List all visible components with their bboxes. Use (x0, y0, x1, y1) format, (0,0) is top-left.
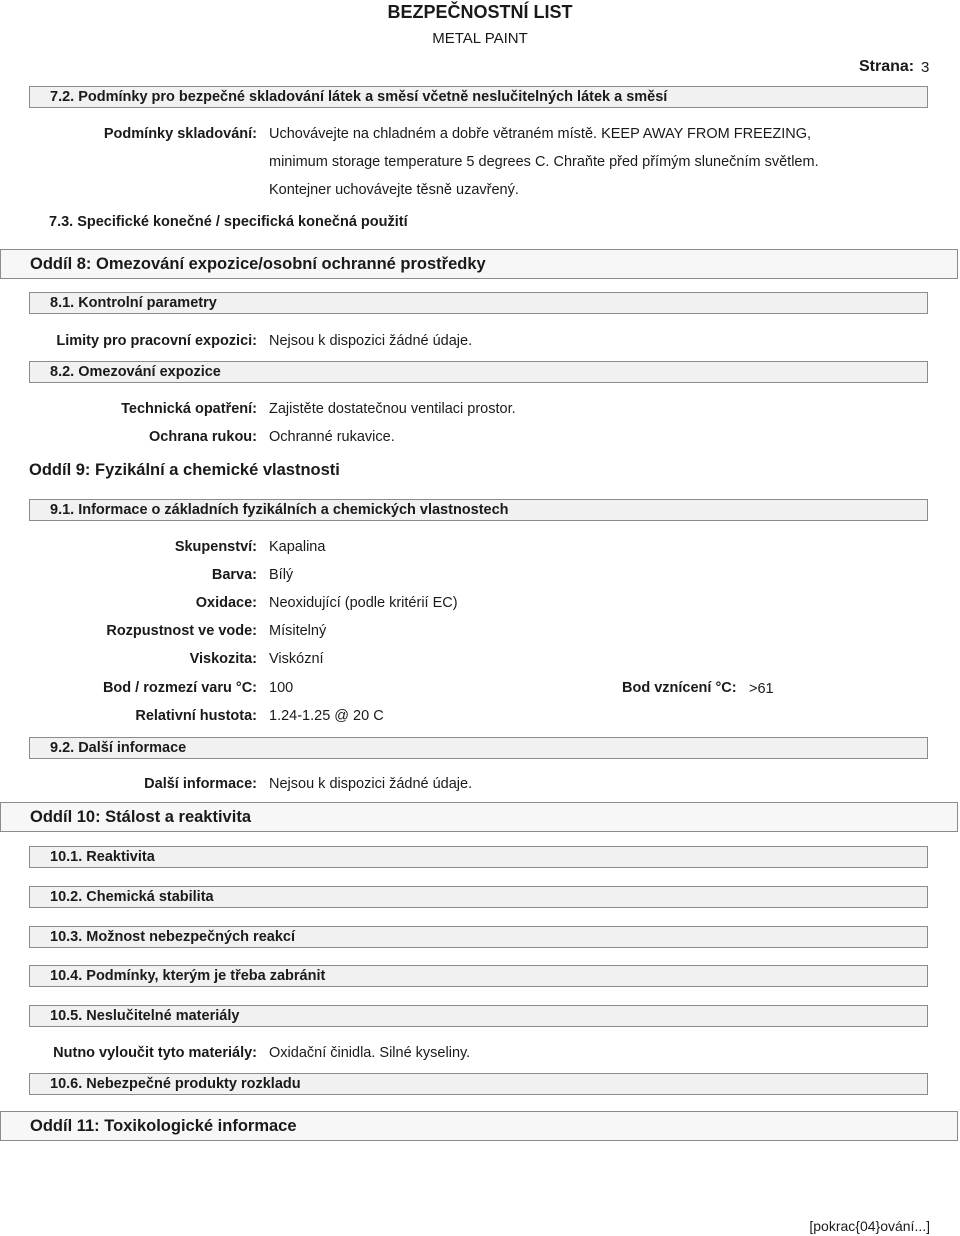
technical-measures-value: Zajistěte dostatečnou ventilaci prostor. (269, 401, 516, 417)
prop-label-colour: Barva: (211, 567, 257, 583)
prop-value-solubility: Mísitelný (269, 623, 327, 639)
subsection-10-6-bar (29, 1073, 928, 1095)
subsection-10-1-bar (29, 846, 928, 868)
prop-value-boiling-point: 100 (269, 680, 294, 696)
prop-label-oxidising: Oxidace: (195, 595, 257, 611)
incompatible-materials-value: Oxidační činidla. Silné kyseliny. (269, 1045, 471, 1061)
subsection-9-2-heading: 9.2. Další informace (50, 740, 187, 756)
exposure-limits-label: Limity pro pracovní expozici: (56, 333, 257, 349)
storage-line-2: minimum storage temperature 5 degrees C. Chraňte před přímým slunečním světlem. (269, 154, 819, 170)
page-number: 3 (921, 59, 930, 76)
storage-line-3: Kontejner uchovávejte těsně uzavřený. (269, 182, 519, 198)
section-8-bar (0, 249, 958, 279)
flash-point-label: Bod vznícení °C: (622, 680, 737, 696)
subsection-8-1-bar (29, 292, 928, 314)
subsection-10-5-bar (29, 1005, 928, 1027)
subsection-8-1-heading: 8.1. Kontrolní parametry (50, 295, 217, 311)
section-9-title: Oddíl 9: Fyzikální a chemické vlastnosti (29, 461, 340, 479)
subsection-8-2-bar (29, 361, 928, 383)
continuation-note: [pokrac{04}ování...] (809, 1218, 930, 1234)
other-info-label: Další informace: (144, 776, 257, 792)
storage-line-1: Uchovávejte na chladném a dobře větraném místě. KEEP AWAY FROM FREEZING, (269, 126, 812, 142)
flash-point-value: >61 (749, 681, 774, 697)
prop-label-boiling-point: Bod / rozmezí varu °C: (102, 680, 257, 696)
exposure-limits-value: Nejsou k dispozici žádné údaje. (269, 333, 473, 349)
subsection-8-2-heading: 8.2. Omezování expozice (50, 364, 221, 380)
prop-value-relative-density: 1.24-1.25 @ 20 C (269, 708, 384, 724)
subsection-10-3-heading: 10.3. Možnost nebezpečných reakcí (50, 929, 295, 945)
subsection-7-3-heading: 7.3. Specifické konečné / specifická konečná použití (49, 214, 408, 230)
subsection-9-1-bar (29, 499, 928, 521)
subsection-10-4-bar (29, 965, 928, 987)
hand-protection-value: Ochranné rukavice. (269, 429, 395, 445)
document-title: BEZPEČNOSTNÍ LIST (387, 2, 573, 22)
subsection-10-4-heading: 10.4. Podmínky, kterým je třeba zabránit (50, 968, 326, 984)
prop-value-viscosity: Viskózní (269, 651, 324, 667)
technical-measures-label: Technická opatření: (121, 401, 257, 417)
subsection-10-3-bar (29, 926, 928, 948)
subsection-9-1-heading: 9.1. Informace o základních fyzikálních a chemických vlastnostech (50, 502, 509, 518)
subsection-7-2-heading: 7.2. Podmínky pro bezpečné skladování látek a směsí včetně neslučitelných látek a směsí (50, 89, 668, 105)
section-10-title: Oddíl 10: Stálost a reaktivita (30, 808, 251, 826)
section-10-bar (0, 802, 958, 832)
subsection-10-2-bar (29, 886, 928, 908)
prop-value-state: Kapalina (269, 539, 326, 555)
prop-label-viscosity: Viskozita: (189, 651, 257, 667)
page-label: Strana: (859, 58, 915, 75)
prop-value-oxidising: Neoxidující (podle kritérií EC) (269, 595, 458, 611)
subsection-10-6-heading: 10.6. Nebezpečné produkty rozkladu (50, 1076, 301, 1092)
subsection-7-2-bar (29, 86, 928, 108)
hand-protection-label: Ochrana rukou: (149, 429, 257, 445)
section-8-title: Oddíl 8: Omezování expozice/osobní ochranné prostředky (30, 255, 486, 273)
subsection-10-5-heading: 10.5. Neslučitelné materiály (50, 1008, 240, 1024)
prop-label-relative-density: Relativní hustota: (135, 708, 257, 724)
section-11-title: Oddíl 11: Toxikologické informace (30, 1117, 297, 1135)
subsection-9-2-bar (29, 737, 928, 759)
incompatible-materials-label: Nutno vyloučit tyto materiály: (53, 1045, 257, 1061)
subsection-10-2-heading: 10.2. Chemická stabilita (50, 889, 214, 905)
prop-value-colour: Bílý (269, 567, 294, 583)
subsection-10-1-heading: 10.1. Reaktivita (50, 849, 155, 865)
product-name: METAL PAINT (432, 30, 528, 47)
storage-label: Podmínky skladování: (103, 126, 257, 142)
section-11-bar (0, 1111, 958, 1141)
prop-label-state: Skupenství: (174, 539, 257, 555)
other-info-value: Nejsou k dispozici žádné údaje. (269, 776, 473, 792)
prop-label-solubility: Rozpustnost ve vode: (106, 623, 257, 639)
